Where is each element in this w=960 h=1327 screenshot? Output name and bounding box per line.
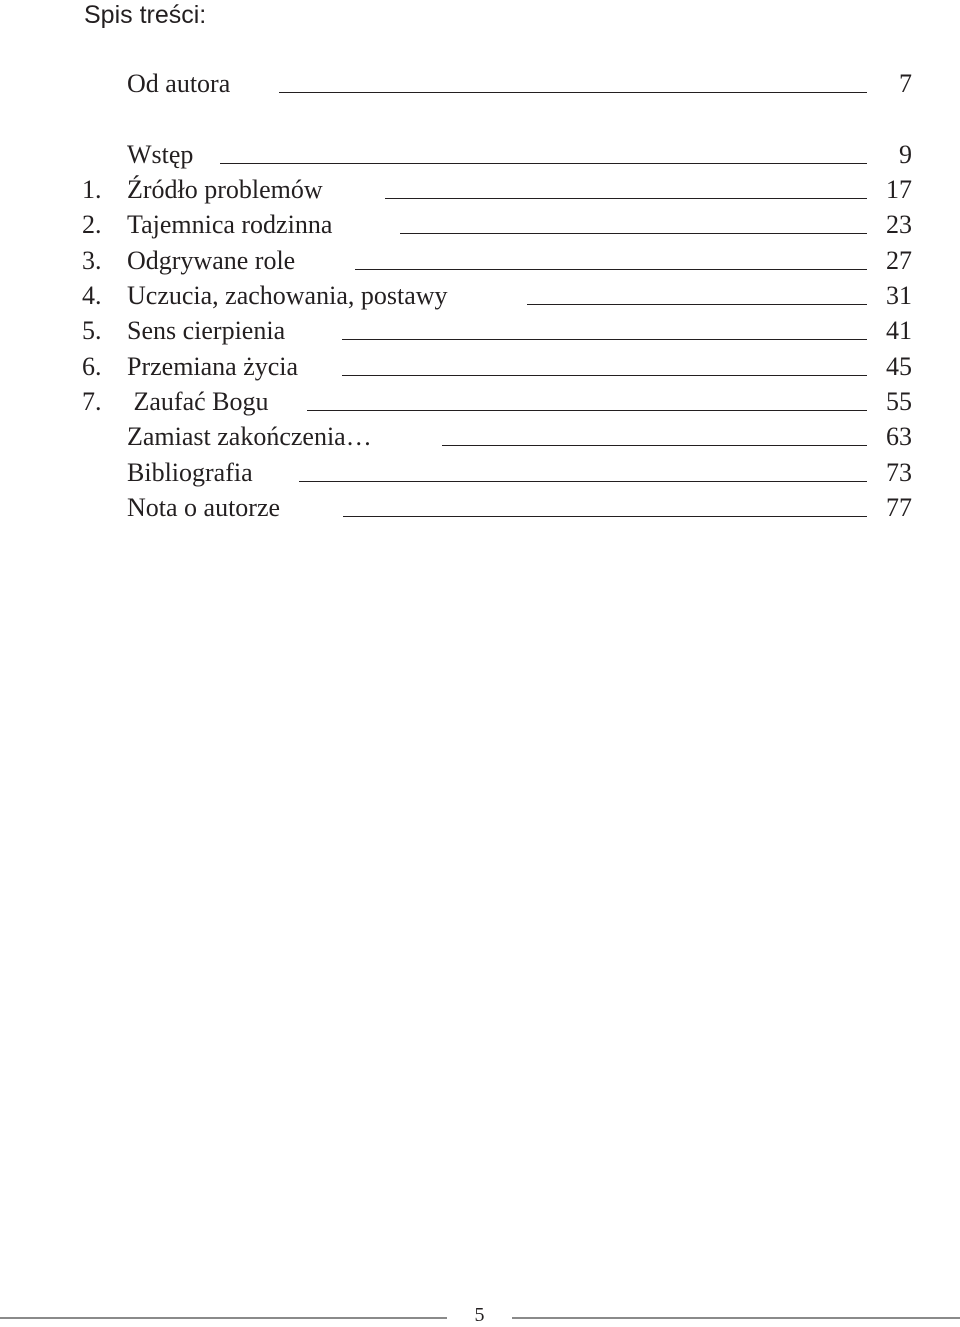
footer-page-number: 5 <box>474 1304 485 1326</box>
toc-entry-title: Przemiana życia <box>127 352 299 381</box>
toc-entry-tajemnica-rodzinna[interactable] <box>0 207 960 242</box>
toc-entry-zrodlo-problemow[interactable] <box>0 172 960 207</box>
toc-leader-line <box>299 481 867 482</box>
toc-entry-number: 7. <box>82 387 102 416</box>
toc-entry-page: 23 <box>886 210 912 239</box>
toc-leader-line <box>342 339 867 340</box>
footer-rule-right <box>512 1317 960 1319</box>
toc-entry-number: 1. <box>82 175 102 204</box>
toc-leader-line <box>385 198 867 199</box>
toc-entry-title: Zamiast zakończenia… <box>127 422 372 451</box>
toc-leader-line <box>342 375 867 376</box>
toc-entry-page: 77 <box>886 493 912 522</box>
toc-entry-number: 4. <box>82 281 102 310</box>
toc-entry-title: Tajemnica rodzinna <box>127 210 333 239</box>
toc-entry-title: Wstęp <box>127 140 194 169</box>
toc-entry-number: 3. <box>82 246 102 275</box>
toc-entry-number: 2. <box>82 210 102 239</box>
toc-entry-page: 31 <box>886 281 912 310</box>
toc-entry-page: 27 <box>886 246 912 275</box>
toc-entry-bibliografia[interactable] <box>0 455 960 490</box>
toc-leader-line <box>279 92 867 93</box>
toc-leader-line <box>400 233 867 234</box>
toc-entry-sens-cierpienia[interactable] <box>0 313 960 348</box>
page-footer <box>0 1300 960 1327</box>
toc-entry-title: Odgrywane role <box>127 246 296 275</box>
toc-entry-title: Nota o autorze <box>127 493 281 522</box>
toc-entry-page: 63 <box>886 422 912 451</box>
toc-entry-title: Bibliografia <box>127 458 253 487</box>
toc-entry-od-autora[interactable] <box>0 66 960 101</box>
toc-leader-line <box>343 516 867 517</box>
footer-rule-left <box>0 1317 447 1319</box>
toc-leader-line <box>307 410 867 411</box>
toc-entry-wstep[interactable] <box>0 137 960 172</box>
toc-entry-zamiast-zakonczenia[interactable] <box>0 419 960 454</box>
toc-entry-page: 17 <box>886 175 912 204</box>
toc-entry-page: 45 <box>886 352 912 381</box>
toc-entry-title: Od autora <box>127 69 231 98</box>
toc-entry-title: Uczucia, zachowania, postawy <box>127 281 448 310</box>
toc-entry-odgrywane-role[interactable] <box>0 243 960 278</box>
toc-entry-title: Zaufać Bogu <box>127 387 269 416</box>
toc-leader-line <box>355 269 867 270</box>
toc-entry-title: Źródło problemów <box>127 175 323 204</box>
toc-leader-line <box>220 163 867 164</box>
toc-entry-number: 5. <box>82 316 102 345</box>
toc-entry-number: 6. <box>82 352 102 381</box>
toc-entry-nota-o-autorze[interactable] <box>0 490 960 525</box>
toc-entry-page: 55 <box>886 387 912 416</box>
toc-entry-page: 7 <box>899 69 912 98</box>
toc-entry-page: 9 <box>899 140 912 169</box>
toc-leader-line <box>442 445 867 446</box>
toc-entry-zaufac-bogu[interactable] <box>0 384 960 419</box>
toc-entry-uczucia[interactable] <box>0 278 960 313</box>
toc-heading: Spis treści: <box>84 1 207 29</box>
toc-entry-page: 41 <box>886 316 912 345</box>
toc-entry-title: Sens cierpienia <box>127 316 286 345</box>
toc-leader-line <box>527 304 867 305</box>
toc-entry-przemiana-zycia[interactable] <box>0 349 960 384</box>
toc-entry-page: 73 <box>886 458 912 487</box>
table-of-contents <box>0 0 960 560</box>
